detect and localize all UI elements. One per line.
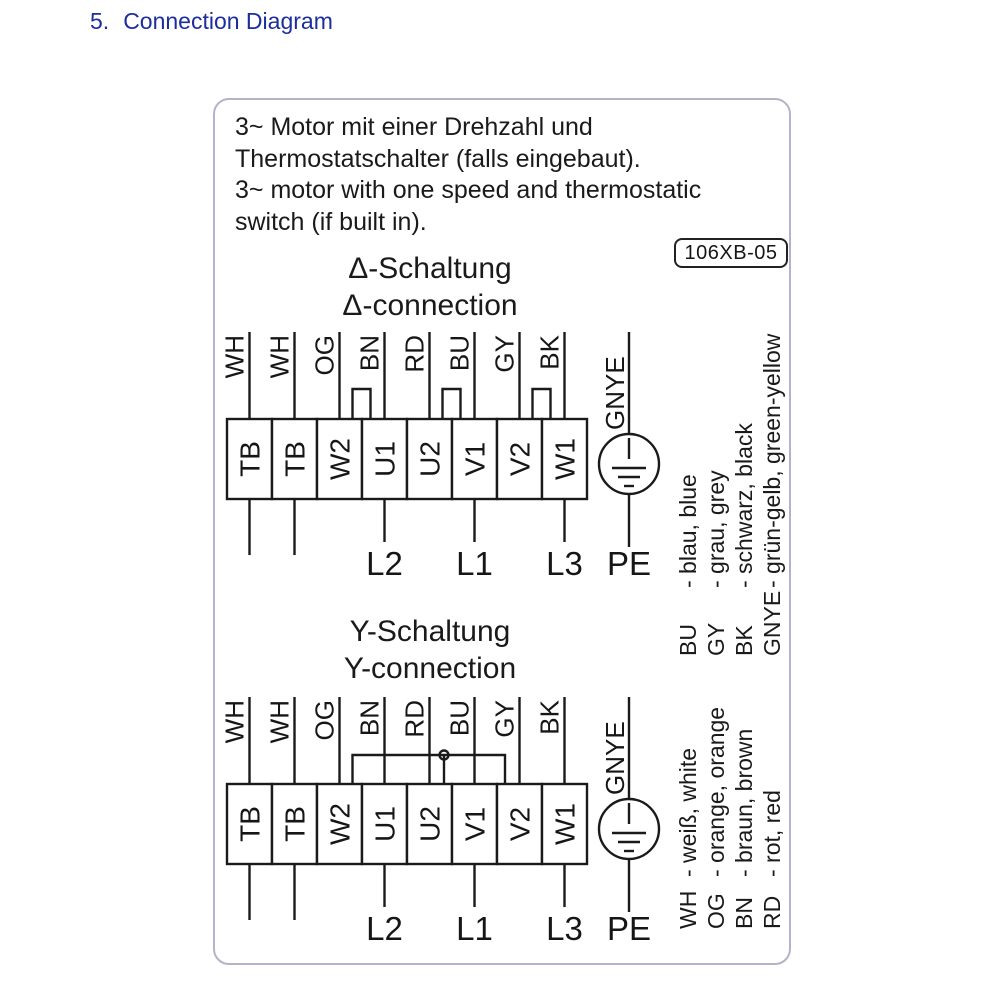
wye-circuit-diagram <box>217 697 702 949</box>
legend-desc: - orange, orange <box>703 706 729 877</box>
wire-color-label: GY <box>489 700 520 738</box>
legend-desc: - blau, blue <box>675 474 701 588</box>
jumper-u2-v1 <box>443 389 461 420</box>
legend-desc: - grün-gelb, green-yellow <box>759 333 785 588</box>
line-label-l2: L2 <box>366 910 403 947</box>
delta-section-title <box>215 250 645 324</box>
legend-abbr: WH <box>675 890 701 929</box>
legend-desc: - schwarz, black <box>731 423 757 588</box>
legend-desc: - grau, grey <box>703 470 729 588</box>
wye-earth-ground <box>599 697 659 912</box>
legend-item-bn <box>731 729 758 929</box>
terminal-label: W1 <box>549 438 581 480</box>
intro-line-de-1: 3~ Motor mit einer Drehzahl und <box>235 113 593 141</box>
intro-text <box>235 112 701 238</box>
diagram-code-badge: 106XB-05 <box>674 238 788 268</box>
line-label-pe: PE <box>606 545 652 582</box>
wire-color-label: BK <box>534 700 565 735</box>
wire-color-label: OG <box>309 700 340 741</box>
line-label-l3: L3 <box>546 545 583 582</box>
terminal-label: W2 <box>324 438 356 480</box>
wire-color-label: BK <box>534 335 565 370</box>
wye-section-title <box>215 613 645 687</box>
legend-item-og <box>703 707 730 929</box>
line-label-l3: L3 <box>546 910 583 947</box>
terminal-label: U1 <box>369 806 401 842</box>
terminal-label: TB <box>279 441 311 477</box>
legend-desc: - braun, brown <box>731 728 757 877</box>
delta-wire-color-labels <box>220 334 565 378</box>
line-label-l1: L1 <box>456 910 493 947</box>
wye-title-de: Y-Schaltung <box>349 615 511 648</box>
wye-title-en: Y-connection <box>343 652 517 685</box>
earth-ground-icon <box>599 799 659 859</box>
line-label-pe: PE <box>606 910 652 947</box>
legend-abbr: GNYE <box>759 590 785 656</box>
delta-circuit-diagram <box>217 332 702 584</box>
wire-color-label: RD <box>399 335 430 373</box>
wire-color-label: WH <box>264 335 295 379</box>
legend-item-bu <box>675 474 702 656</box>
legend-abbr: GY <box>703 622 729 656</box>
delta-bottom-wires <box>250 499 565 555</box>
wire-color-label: BN <box>354 700 385 737</box>
terminal-label: V2 <box>504 441 536 477</box>
earth-ground-icon <box>599 434 659 494</box>
wire-color-label: WH <box>219 335 250 379</box>
terminal-label: U1 <box>369 441 401 477</box>
terminal-label: U2 <box>414 806 446 842</box>
delta-title-de: Δ-Schaltung <box>348 252 512 285</box>
page-title-text: Connection Diagram <box>123 8 333 34</box>
legend-abbr: BK <box>731 625 757 656</box>
terminal-label: TB <box>234 806 266 842</box>
jumper-v2-w1 <box>533 389 551 420</box>
legend-abbr: OG <box>703 893 729 929</box>
delta-terminal-row <box>227 419 587 499</box>
terminal-label: V2 <box>504 806 536 842</box>
wire-color-label: BU <box>444 700 475 737</box>
legend-item-gnye <box>759 334 786 656</box>
wire-color-label: WH <box>219 700 250 744</box>
terminal-label: TB <box>279 806 311 842</box>
wye-terminal-row <box>227 784 587 864</box>
legend-desc: - rot, red <box>759 790 785 877</box>
intro-line-en-1: 3~ motor with one speed and thermostatic <box>235 176 702 204</box>
wire-color-label: OG <box>309 335 340 376</box>
terminal-label: V1 <box>459 441 491 477</box>
ground-wire-label: GNYE <box>600 721 630 795</box>
terminal-label: U2 <box>414 441 446 477</box>
legend-item-gy <box>703 470 730 656</box>
terminal-label: V1 <box>459 806 491 842</box>
legend-abbr: BN <box>731 897 757 929</box>
legend-item-bk <box>731 423 758 656</box>
jumper-w2-u1 <box>353 389 371 420</box>
page-title-number: 5. <box>90 8 110 34</box>
legend-abbr: RD <box>759 895 785 929</box>
delta-line-labels <box>366 545 651 582</box>
wye-line-labels <box>366 910 651 947</box>
page-title <box>90 8 333 35</box>
diagram-panel <box>213 98 791 965</box>
legend-abbr: BU <box>675 624 701 656</box>
wire-color-label: RD <box>399 700 430 738</box>
intro-line-de-2: Thermostatschalter (falls eingebaut). <box>235 144 641 173</box>
legend-item-rd <box>759 790 786 929</box>
wire-color-label: WH <box>264 700 295 744</box>
wye-wire-color-labels <box>220 699 565 743</box>
wye-bottom-wires <box>250 864 565 920</box>
legend-desc: - weiß, white <box>675 747 701 877</box>
delta-jumper-links <box>353 389 551 420</box>
delta-earth-ground <box>599 332 659 547</box>
wire-color-label: BN <box>354 335 385 372</box>
terminal-label: W2 <box>324 803 356 845</box>
intro-line-en-2: switch (if built in). <box>235 207 427 236</box>
wire-color-label: GY <box>489 335 520 373</box>
terminal-label: W1 <box>549 803 581 845</box>
terminal-label: TB <box>234 441 266 477</box>
line-label-l2: L2 <box>366 545 403 582</box>
legend-item-wh <box>675 748 702 929</box>
delta-title-en: Δ-connection <box>342 289 518 322</box>
ground-wire-label: GNYE <box>600 356 630 430</box>
wire-color-label: BU <box>444 335 475 372</box>
line-label-l1: L1 <box>456 545 493 582</box>
